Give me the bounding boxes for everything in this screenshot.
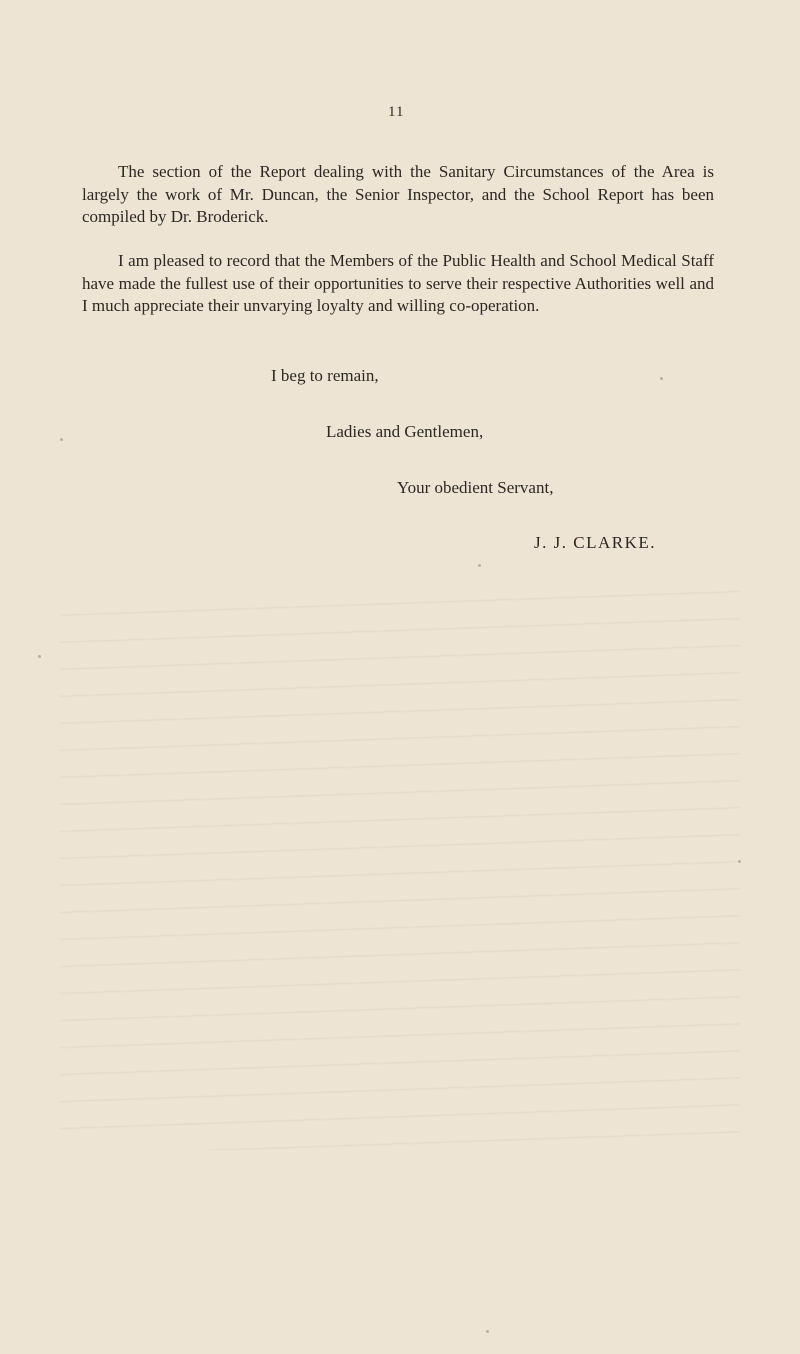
paper-speck xyxy=(660,377,663,380)
closing-servant: Your obedient Servant, xyxy=(397,478,554,497)
paper-speck xyxy=(38,655,41,658)
paper-show-through xyxy=(60,590,740,1150)
page-number: 11 xyxy=(388,104,405,120)
paper-speck xyxy=(738,860,741,863)
signature-name: J. J. CLARKE. xyxy=(534,533,656,552)
paragraph-sanitary-report: The section of the Report dealing with the Sanitary Circumstances of the Area is largely the work of Mr. Duncan, the Senior Inspector, and the School Report has been compiled by Dr. Broderick. xyxy=(82,162,714,226)
paper-speck xyxy=(478,564,481,567)
closing-remain: I beg to remain, xyxy=(271,366,379,385)
paper-speck xyxy=(60,438,63,441)
closing-salutation: Ladies and Gentlemen, xyxy=(326,422,484,441)
paragraph-staff-appreciation: I am pleased to record that the Members of the Public Health and School Medical Staff have made the fullest use of their opportunities to serve their respective Authorities well and I much appreciate their unvarying loyalty and willing co-operation. xyxy=(82,251,714,315)
paper-speck xyxy=(486,1330,489,1333)
